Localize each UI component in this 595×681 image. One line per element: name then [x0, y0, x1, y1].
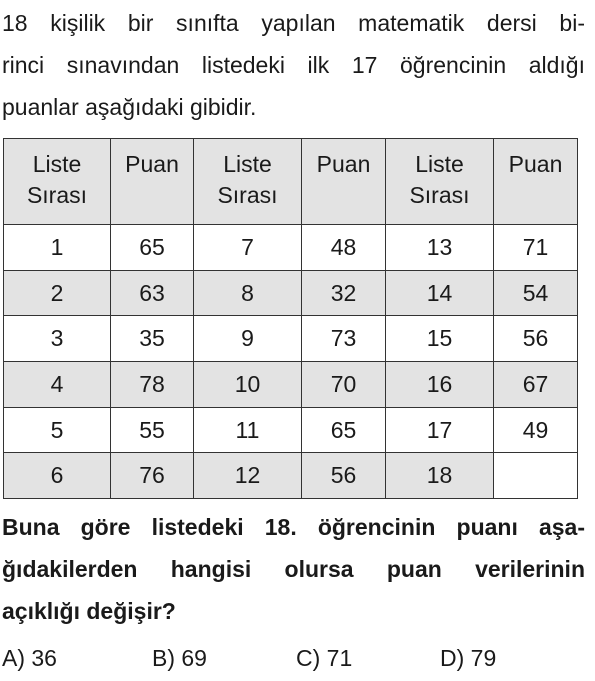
table-cell: 10: [194, 362, 302, 408]
intro-line-1: 18 kişilik bir sınıfta yapılan matematik dersi bi-: [2, 10, 585, 36]
table-cell: 49: [494, 407, 578, 453]
table-cell: 71: [494, 225, 578, 271]
table-cell: 70: [302, 362, 386, 408]
table-cell: 5: [4, 407, 111, 453]
table-cell: 56: [302, 453, 386, 499]
header-list-order-1: Liste Sırası: [4, 139, 111, 225]
problem-intro: [2, 2, 585, 128]
table-cell: 17: [386, 407, 494, 453]
table-cell: 73: [302, 316, 386, 362]
answer-options: [2, 638, 592, 678]
table-cell: 1: [4, 225, 111, 271]
table-cell: 7: [194, 225, 302, 271]
option-a[interactable]: A) 36: [2, 645, 57, 671]
question-line-1: Buna göre listedeki 18. öğrencinin puanı aşa-: [2, 514, 585, 540]
table-cell: 67: [494, 362, 578, 408]
question-line-3: açıklığı değişir?: [2, 598, 176, 624]
table-cell: 63: [111, 270, 194, 316]
table-cell: 35: [111, 316, 194, 362]
table-cell: 9: [194, 316, 302, 362]
table-row: [4, 316, 578, 362]
table-cell: 48: [302, 225, 386, 271]
option-b[interactable]: B) 69: [152, 645, 207, 671]
table-cell: 11: [194, 407, 302, 453]
table-cell: 78: [111, 362, 194, 408]
table-cell: 55: [111, 407, 194, 453]
table-cell: 65: [111, 225, 194, 271]
table-cell: 65: [302, 407, 386, 453]
table-cell: 2: [4, 270, 111, 316]
option-d[interactable]: D) 79: [440, 645, 497, 671]
header-score-3: Puan: [494, 139, 578, 225]
table-cell: 12: [194, 453, 302, 499]
option-c[interactable]: C) 71: [296, 645, 353, 671]
table-cell: 32: [302, 270, 386, 316]
table-row: [4, 407, 578, 453]
header-score-1: Puan: [111, 139, 194, 225]
header-list-order-2: Liste Sırası: [194, 139, 302, 225]
header-score-2: Puan: [302, 139, 386, 225]
table-cell-empty: [494, 453, 578, 499]
table-cell: 56: [494, 316, 578, 362]
table-header-row: [4, 139, 578, 225]
question-text: [2, 506, 585, 632]
table-cell: 18: [386, 453, 494, 499]
table-row: [4, 453, 578, 499]
table-row: [4, 225, 578, 271]
intro-line-2: rinci sınavından listedeki ilk 17 öğrencinin aldığı: [2, 52, 585, 78]
table-cell: 3: [4, 316, 111, 362]
table-row: [4, 362, 578, 408]
header-list-order-3: Liste Sırası: [386, 139, 494, 225]
table-cell: 15: [386, 316, 494, 362]
table-cell: 4: [4, 362, 111, 408]
table-cell: 16: [386, 362, 494, 408]
scores-table: [3, 138, 578, 499]
question-line-2: ğıdakilerden hangisi olursa puan verilerinin: [2, 556, 585, 582]
table-row: [4, 270, 578, 316]
table-cell: 54: [494, 270, 578, 316]
table-cell: 13: [386, 225, 494, 271]
intro-line-3: puanlar aşağıdaki gibidir.: [2, 94, 257, 120]
table-cell: 14: [386, 270, 494, 316]
table-cell: 8: [194, 270, 302, 316]
table-cell: 6: [4, 453, 111, 499]
table-cell: 76: [111, 453, 194, 499]
